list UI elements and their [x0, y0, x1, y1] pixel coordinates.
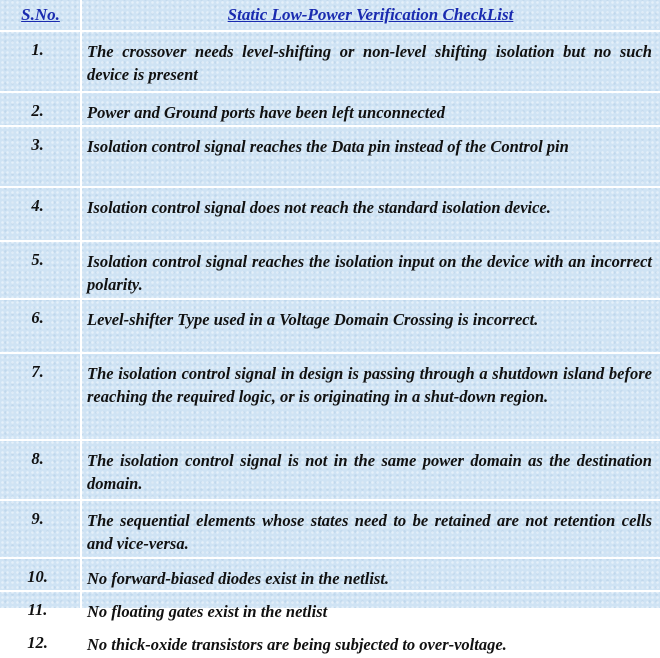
table-row	[0, 558, 660, 591]
row-number: 2.	[0, 92, 81, 126]
row-number: 6.	[0, 299, 81, 353]
row-text: The isolation control signal is not in the same power domain as the destination domain.	[81, 440, 660, 500]
row-text: Power and Ground ports have been left unconnected	[81, 92, 660, 126]
header-row	[0, 0, 660, 31]
table-row	[0, 187, 660, 241]
row-text: No thick-oxide transistors are being subjected to over-voltage.	[81, 624, 660, 657]
row-number: 11.	[0, 591, 81, 624]
table-row	[0, 440, 660, 500]
row-text: No forward-biased diodes exist in the netlist.	[81, 558, 660, 591]
row-text: The isolation control signal in design is passing through a shutdown island before reaching the required logic, or is originating in a shut-down region.	[81, 353, 660, 440]
row-number: 5.	[0, 241, 81, 299]
row-text: Isolation control signal does not reach the standard isolation device.	[81, 187, 660, 241]
table-row	[0, 241, 660, 299]
row-text: No floating gates exist in the netlist	[81, 591, 660, 624]
table-row	[0, 353, 660, 440]
table-row	[0, 126, 660, 187]
table-row	[0, 591, 660, 624]
row-number: 10.	[0, 558, 81, 591]
row-number: 7.	[0, 353, 81, 440]
table-row	[0, 31, 660, 92]
table-row	[0, 624, 660, 657]
table-row	[0, 92, 660, 126]
row-text: The sequential elements whose states need to be retained are not retention cells and vice-versa.	[81, 500, 660, 558]
column-divider	[80, 0, 82, 608]
table-row	[0, 500, 660, 558]
row-number: 3.	[0, 126, 81, 187]
row-text: Isolation control signal reaches the Data pin instead of the Control pin	[81, 126, 660, 187]
row-number: 12.	[0, 624, 81, 657]
row-number: 4.	[0, 187, 81, 241]
row-number: 1.	[0, 31, 81, 92]
row-number: 8.	[0, 440, 81, 500]
table-title: Static Low-Power Verification CheckList	[81, 0, 660, 31]
sno-column-header: S.No.	[0, 0, 81, 31]
row-text: The crossover needs level-shifting or non-level shifting isolation but no such device is present	[81, 31, 660, 92]
row-number: 9.	[0, 500, 81, 558]
table-row	[0, 299, 660, 353]
row-text: Isolation control signal reaches the isolation input on the device with an incorrect polarity.	[81, 241, 660, 299]
row-text: Level-shifter Type used in a Voltage Domain Crossing is incorrect.	[81, 299, 660, 353]
